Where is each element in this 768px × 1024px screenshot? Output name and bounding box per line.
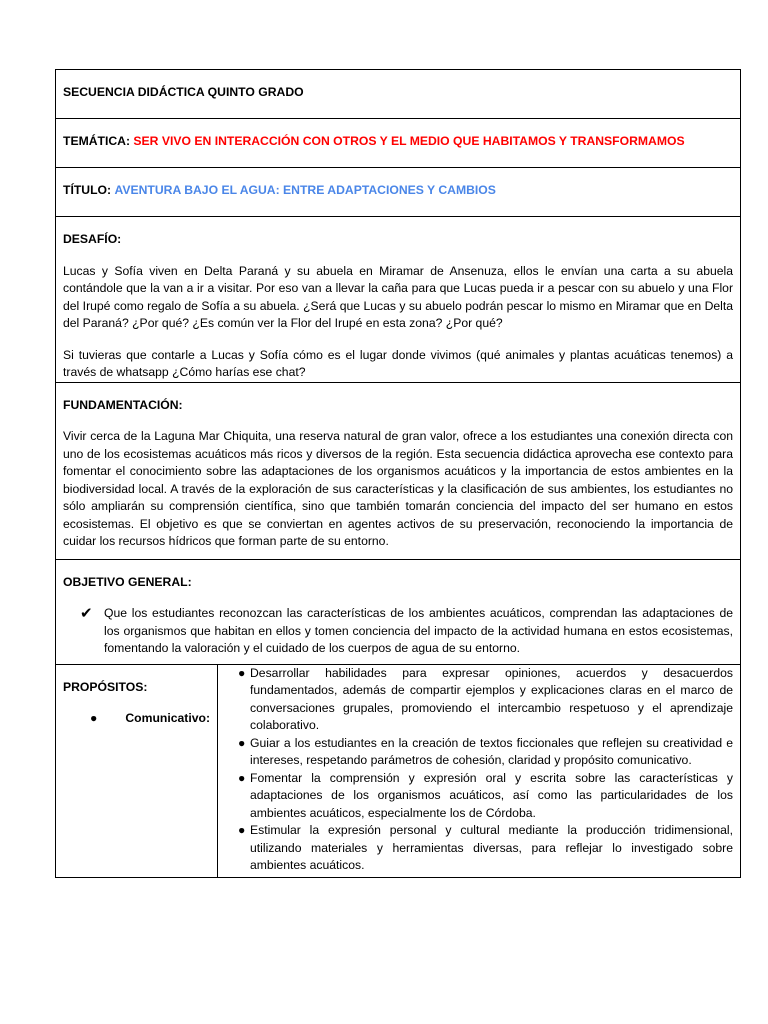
tematica-cell [56, 119, 741, 168]
list-item [218, 770, 733, 823]
objetivo-item [63, 605, 733, 658]
propositos-list-cell [218, 664, 741, 877]
comunicativo-label: Comunicativo: [125, 711, 210, 725]
desafio-label: DESAFÍO: [63, 232, 122, 246]
propositos-list [218, 665, 733, 875]
objetivo-cell [56, 559, 741, 664]
desafio-paragraph-2: Si tuvieras que contarle a Lucas y Sofía cómo es el lugar donde vivimos (qué animales y plantas acuáticas tenemos) a través de whatsapp ¿Cómo harías ese chat? [63, 347, 734, 379]
tematica-row [56, 119, 741, 168]
fundamentacion-cell [56, 382, 741, 559]
titulo-label: TÍTULO: [63, 183, 112, 197]
document-title: SECUENCIA DIDÁCTICA QUINTO GRADO [63, 85, 304, 99]
bullet-icon: ● [90, 711, 98, 725]
bullet-icon: ● [238, 823, 246, 837]
fundamentacion-row [56, 382, 741, 559]
objetivo-text: Que los estudiantes reconozcan las características de los ambientes acuáticos, comprendan las adaptaciones de los organismos que habitan en ellos y tomen conciencia del impacto de la actividad humana en estos ecosistemas, fomentando la valoración y el cuidado de los cuerpos de agua de su entorno. [104, 606, 734, 655]
desafio-row [56, 217, 741, 383]
propositos-row [56, 664, 741, 877]
bullet-icon: ● [238, 665, 246, 680]
list-item [218, 822, 733, 875]
titulo-row [56, 168, 741, 217]
bullet-icon: ● [238, 735, 246, 750]
header-row [56, 70, 741, 119]
proposito-text-3: Fomentar la comprensión y expresión oral y escrita sobre las características y adaptaciones de los organismos acuáticos, así como las particularidades de los ambientes acuáticos, especialmente los de Córdoba. [250, 770, 734, 820]
objetivo-row [56, 559, 741, 664]
document-page [55, 69, 740, 878]
proposito-text-1: Desarrollar habilidades para expresar opiniones, acuerdos y desacuerdos fundamentados, además de compartir ejemplos y explicaciones claras en el marco de conversaciones grupales, promoviendo el intercambio respetuoso y el aprendizaje colaborativo. [250, 665, 734, 732]
titulo-value: AVENTURA BAJO EL AGUA: ENTRE ADAPTACIONES Y CAMBIOS [114, 183, 496, 197]
desafio-paragraph-1: Lucas y Sofía viven en Delta Paraná y su abuela en Miramar de Ansenuza, ellos le envían una carta a su abuela contándole que la van a ir a visitar. Por eso van a llevar la caña para que Lucas pueda ir a pescar con su abuelo y una Flor del Irupé como regalo de Sofía a su abuela. ¿Será que Lucas y su abuelo podrán pescar lo mismo en Miramar que en Delta del Paraná? ¿Por qué? ¿Es común ver la Flor del Irupé en esta zona? ¿Por qué? [63, 263, 734, 330]
fundamentacion-label: FUNDAMENTACIÓN: [63, 397, 183, 412]
header-cell [56, 70, 741, 119]
fundamentacion-text: Vivir cerca de la Laguna Mar Chiquita, una reserva natural de gran valor, ofrece a los estudiantes una conexión directa con uno de los ecosistemas acuáticos más ricos y diversos de la región. Esta secuencia didáctica aprovecha ese contexto para fomentar el conocimiento sobre las adaptaciones de los organismos acuáticos y la importancia de estos ambientes en la biodiversidad local. A través de la exploración de sus características y la clasificación de sus ambientes, los estudiantes no sólo ampliarán su comprensión científica, sino que también tomarán conciencia del impacto del ser humano en estos ecosistemas. El objetivo es que se conviertan en agentes activos de su preservación, reconociendo la importancia de cuidar los recursos hídricos que forman parte de su entorno. [63, 429, 734, 548]
proposito-text-2: Guiar a los estudiantes en la creación de textos ficcionales que reflejen su creatividad e intereses, respetando parámetros de cohesión, claridad y propósito comunicativo. [250, 735, 734, 767]
list-item [218, 735, 733, 770]
list-item [218, 665, 733, 735]
proposito-text-4: Estimular la expresión personal y cultural mediante la producción tridimensional, utilizando materiales y herramientas diversas, para reflejar lo investigado sobre ambientes acuáticos. [250, 823, 734, 872]
propositos-label: PROPÓSITOS: [63, 679, 148, 694]
propositos-label-cell [56, 664, 218, 877]
tematica-label: TEMÁTICA: [63, 134, 131, 148]
objetivo-label: OBJETIVO GENERAL: [63, 574, 192, 589]
checkmark-icon: ✔ [80, 605, 93, 622]
titulo-cell [56, 168, 741, 217]
comunicativo-item [63, 710, 210, 728]
tematica-value: SER VIVO EN INTERACCIÓN CON OTROS Y EL MEDIO QUE HABITAMOS Y TRANSFORMAMOS [133, 134, 685, 148]
bullet-icon: ● [238, 770, 246, 785]
didactic-sequence-table [55, 69, 741, 878]
desafio-cell [56, 217, 741, 383]
